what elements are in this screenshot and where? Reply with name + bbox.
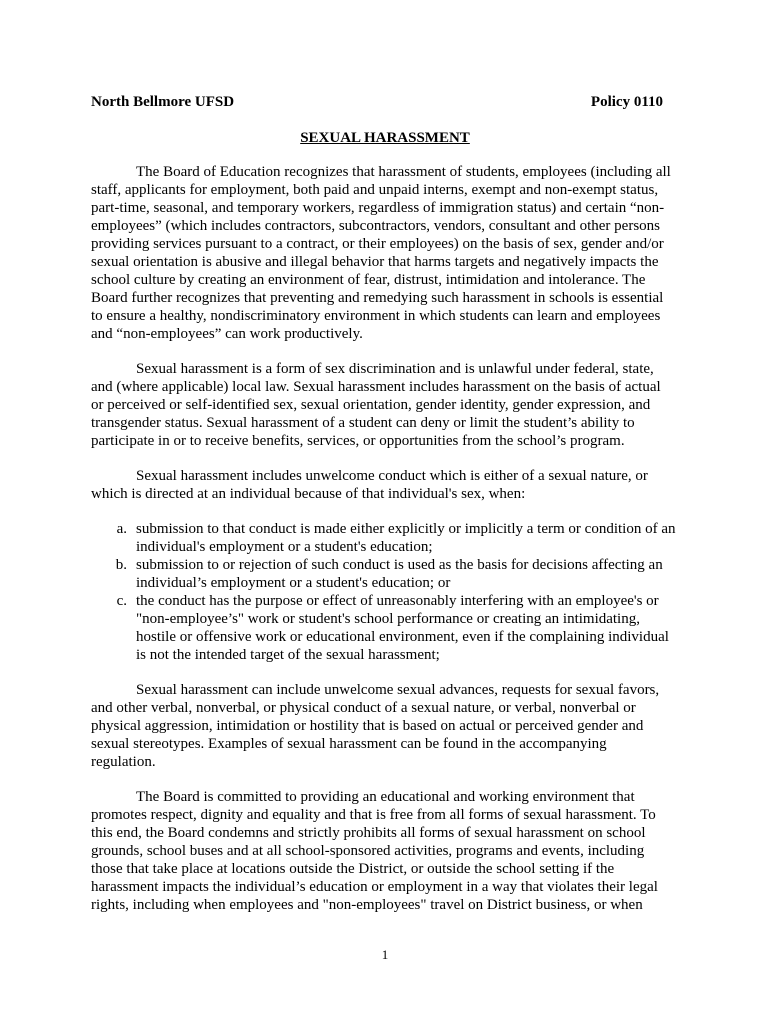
paragraph-line: to ensure a healthy, nondiscriminatory environment in which students can learn and employees <box>91 308 661 324</box>
document-title: SEXUAL HARASSMENT <box>300 130 470 146</box>
paragraph-examples <box>91 681 687 771</box>
paragraph-line: which is directed at an individual because of that individual's sex, when: <box>91 486 526 502</box>
document-header <box>91 93 663 111</box>
paragraph-gap <box>91 343 687 360</box>
paragraph-line: and (where applicable) local law. Sexual harassment includes harassment on the basis of actual <box>91 379 661 395</box>
paragraph-unwelcome-conduct <box>91 467 687 503</box>
list-item-text: is not the intended target of the sexual harassment; <box>136 647 440 663</box>
paragraph-gap <box>91 664 687 681</box>
list-item-line <box>91 556 687 574</box>
paragraph-line: The Board of Education recognizes that harassment of students, employees (including all <box>136 164 671 180</box>
document-body <box>91 163 687 914</box>
paragraph-line: transgender status. Sexual harassment of a student can deny or limit the student’s ability to <box>91 415 635 431</box>
paragraph-line: employees” (which includes contractors, subcontractors, vendors, consultant and other persons <box>91 218 661 234</box>
paragraph-board-committed <box>91 788 687 914</box>
paragraph-line: and “non-employees” can work productively. <box>91 326 363 342</box>
paragraph-board-recognizes <box>91 163 687 343</box>
list-item-text: individual’s employment or a student's education; or <box>136 575 451 591</box>
page-number: 1 <box>381 947 389 962</box>
paragraph-line: The Board is committed to providing an educational and working environment that <box>136 789 635 805</box>
paragraph-line: and other verbal, nonverbal, or physical conduct of a sexual nature, or verbal, nonverbal or <box>91 700 636 716</box>
list-item-b <box>91 556 687 592</box>
paragraph-line: physical aggression, intimidation or hostility that is based on actual or perceived gender and <box>91 718 644 734</box>
list-marker: b. <box>115 557 127 573</box>
list-item-c <box>91 592 687 664</box>
paragraph-line: those that take place at locations outside the District, or outside the school setting if the <box>91 861 615 877</box>
conditions-list <box>91 520 687 664</box>
list-item-text: the conduct has the purpose or effect of unreasonably interfering with an employee's or <box>136 593 659 609</box>
paragraph-line: sexual stereotypes. Examples of sexual harassment can be found in the accompanying <box>91 736 607 752</box>
list-item-text: hostile or offensive work or educational environment, even if the complaining individual <box>136 629 669 645</box>
list-marker: a. <box>116 521 127 537</box>
list-item-line <box>91 592 687 610</box>
paragraph-line: harassment impacts the individual’s education or employment in a way that violates their legal <box>91 879 658 895</box>
list-item-line <box>91 520 687 538</box>
paragraph-line: Sexual harassment can include unwelcome sexual advances, requests for sexual favors, <box>136 682 660 698</box>
paragraph-line: Sexual harassment is a form of sex discrimination and is unlawful under federal, state, <box>136 361 654 377</box>
paragraph-line: promotes respect, dignity and equality and that is free from all forms of sexual harassment. To <box>91 807 656 823</box>
paragraph-gap <box>91 450 687 467</box>
paragraph-line: sexual orientation is abusive and illegal behavior that harms targets and negatively impacts the <box>91 254 659 270</box>
paragraph-line: rights, including when employees and "non-employees" travel on District business, or when <box>91 897 643 913</box>
list-item-text: "non-employee’s" work or student's school performance or creating an intimidating, <box>136 611 640 627</box>
paragraph-line: staff, applicants for employment, both paid and unpaid interns, exempt and non-exempt status, <box>91 182 659 198</box>
paragraph-line: grounds, school buses and at all school-sponsored activities, programs and events, including <box>91 843 645 859</box>
paragraph-line: Sexual harassment includes unwelcome conduct which is either of a sexual nature, or <box>136 468 648 484</box>
list-item-text: submission to that conduct is made either explicitly or implicitly a term or condition of an <box>136 521 676 537</box>
paragraph-line: participate in or to receive benefits, services, or opportunities from the school’s program. <box>91 433 625 449</box>
list-marker: c. <box>116 593 127 609</box>
list-item-text: submission to or rejection of such conduct is used as the basis for decisions affecting an <box>136 557 663 573</box>
list-item-a <box>91 520 687 556</box>
paragraph-gap <box>91 503 687 520</box>
list-item-text: individual's employment or a student's education; <box>136 539 433 555</box>
district-name: North Bellmore UFSD <box>91 94 235 110</box>
paragraph-line: part-time, seasonal, and temporary workers, regardless of immigration status) and certain “non- <box>91 200 665 216</box>
paragraph-line: regulation. <box>91 754 156 770</box>
paragraph-line: providing services pursuant to a contract, or their employees) on the basis of sex, gender and/or <box>91 236 664 252</box>
policy-number: Policy 0110 <box>590 94 663 110</box>
paragraph-line: or perceived or self-identified sex, sexual orientation, gender identity, gender expression, and <box>91 397 651 413</box>
paragraph-line: Board further recognizes that preventing and remedying such harassment in schools is essential <box>91 290 664 306</box>
paragraph-form-of-discrimination <box>91 360 687 450</box>
paragraph-gap <box>91 771 687 788</box>
paragraph-line: school culture by creating an environment of fear, distrust, intimidation and intolerance. The <box>91 272 646 288</box>
paragraph-line: this end, the Board condemns and strictly prohibits all forms of sexual harassment on school <box>91 825 646 841</box>
